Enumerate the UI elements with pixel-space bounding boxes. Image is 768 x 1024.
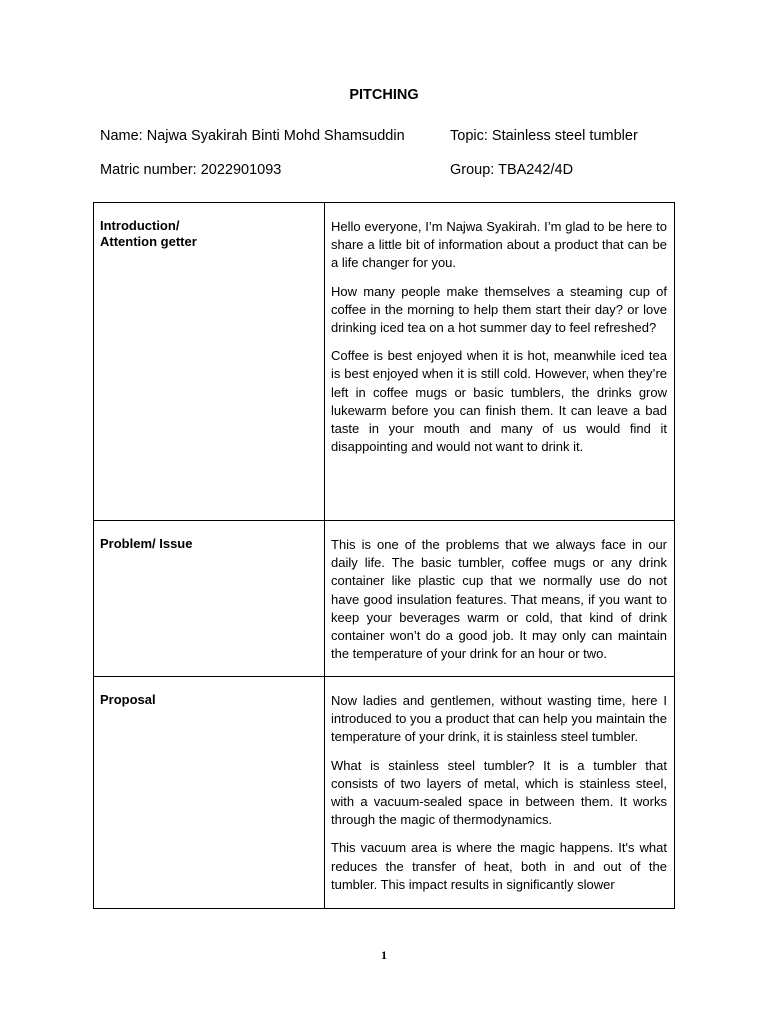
table-row-problem xyxy=(94,521,675,677)
paragraph: Now ladies and gentlemen, without wasting time, here I introduced to you a product that can help you maintain the temperature of your drink, it is stainless steel tumbler. xyxy=(331,693,667,745)
student-name: Name: Najwa Syakirah Binti Mohd Shamsuddin xyxy=(100,128,405,144)
table-row-introduction xyxy=(94,203,675,521)
paragraph: This is one of the problems that we always face in our daily life. The basic tumbler, coffee mugs or any drink container like plastic cup that we normally use do not have good insulation features. That means, if you want to keep your beverages warm or cold, that kind of drink container won’t do a good job. It may only can maintain the temperature of your drink for an hour or two. xyxy=(331,537,667,662)
section-body-problem xyxy=(325,521,675,677)
table-row-proposal xyxy=(94,677,675,909)
page-number: 1 xyxy=(381,948,387,962)
topic: Topic: Stainless steel tumbler xyxy=(450,128,638,144)
section-label-introduction xyxy=(94,203,325,521)
paragraph: Hello everyone, I’m Najwa Syakirah. I’m glad to be here to share a little bit of information about a product that can be a life changer for you. xyxy=(331,219,667,271)
paragraph: Coffee is best enjoyed when it is hot, meanwhile iced tea is best enjoyed when it is still cold. However, when they’re left in coffee mugs or basic tumblers, the drinks grow lukewarm before you can finish them. It can leave a bad taste in your mouth and many of us would find it disappointing and would not want to drink it. xyxy=(331,348,667,455)
section-label-line: Proposal xyxy=(100,692,156,707)
matric-number: Matric number: 2022901093 xyxy=(100,162,282,178)
pitch-table xyxy=(93,202,675,909)
section-label-proposal xyxy=(94,677,325,909)
section-label-line: Introduction/ xyxy=(100,218,180,233)
paragraph: This vacuum area is where the magic happens. It's what reduces the transfer of heat, both in and out of the tumbler. This impact results in significantly slower xyxy=(331,840,667,892)
paragraph: How many people make themselves a steaming cup of coffee in the morning to help them start their day? or love drinking iced tea on a hot summer day to feel refreshed? xyxy=(331,283,667,336)
section-label-line: Problem/ Issue xyxy=(100,536,193,551)
section-body-introduction xyxy=(325,203,675,521)
section-label-line: Attention getter xyxy=(100,234,197,249)
proposal-clip xyxy=(331,692,667,908)
section-label-problem xyxy=(94,521,325,677)
section-body-proposal xyxy=(325,677,675,909)
page-title: PITCHING xyxy=(349,87,419,103)
group: Group: TBA242/4D xyxy=(450,162,574,178)
paragraph: What is stainless steel tumbler? It is a tumbler that consists of two layers of metal, which is stainless steel, with a vacuum-sealed space in between them. It works through the magic of thermodynamics. xyxy=(331,757,667,828)
